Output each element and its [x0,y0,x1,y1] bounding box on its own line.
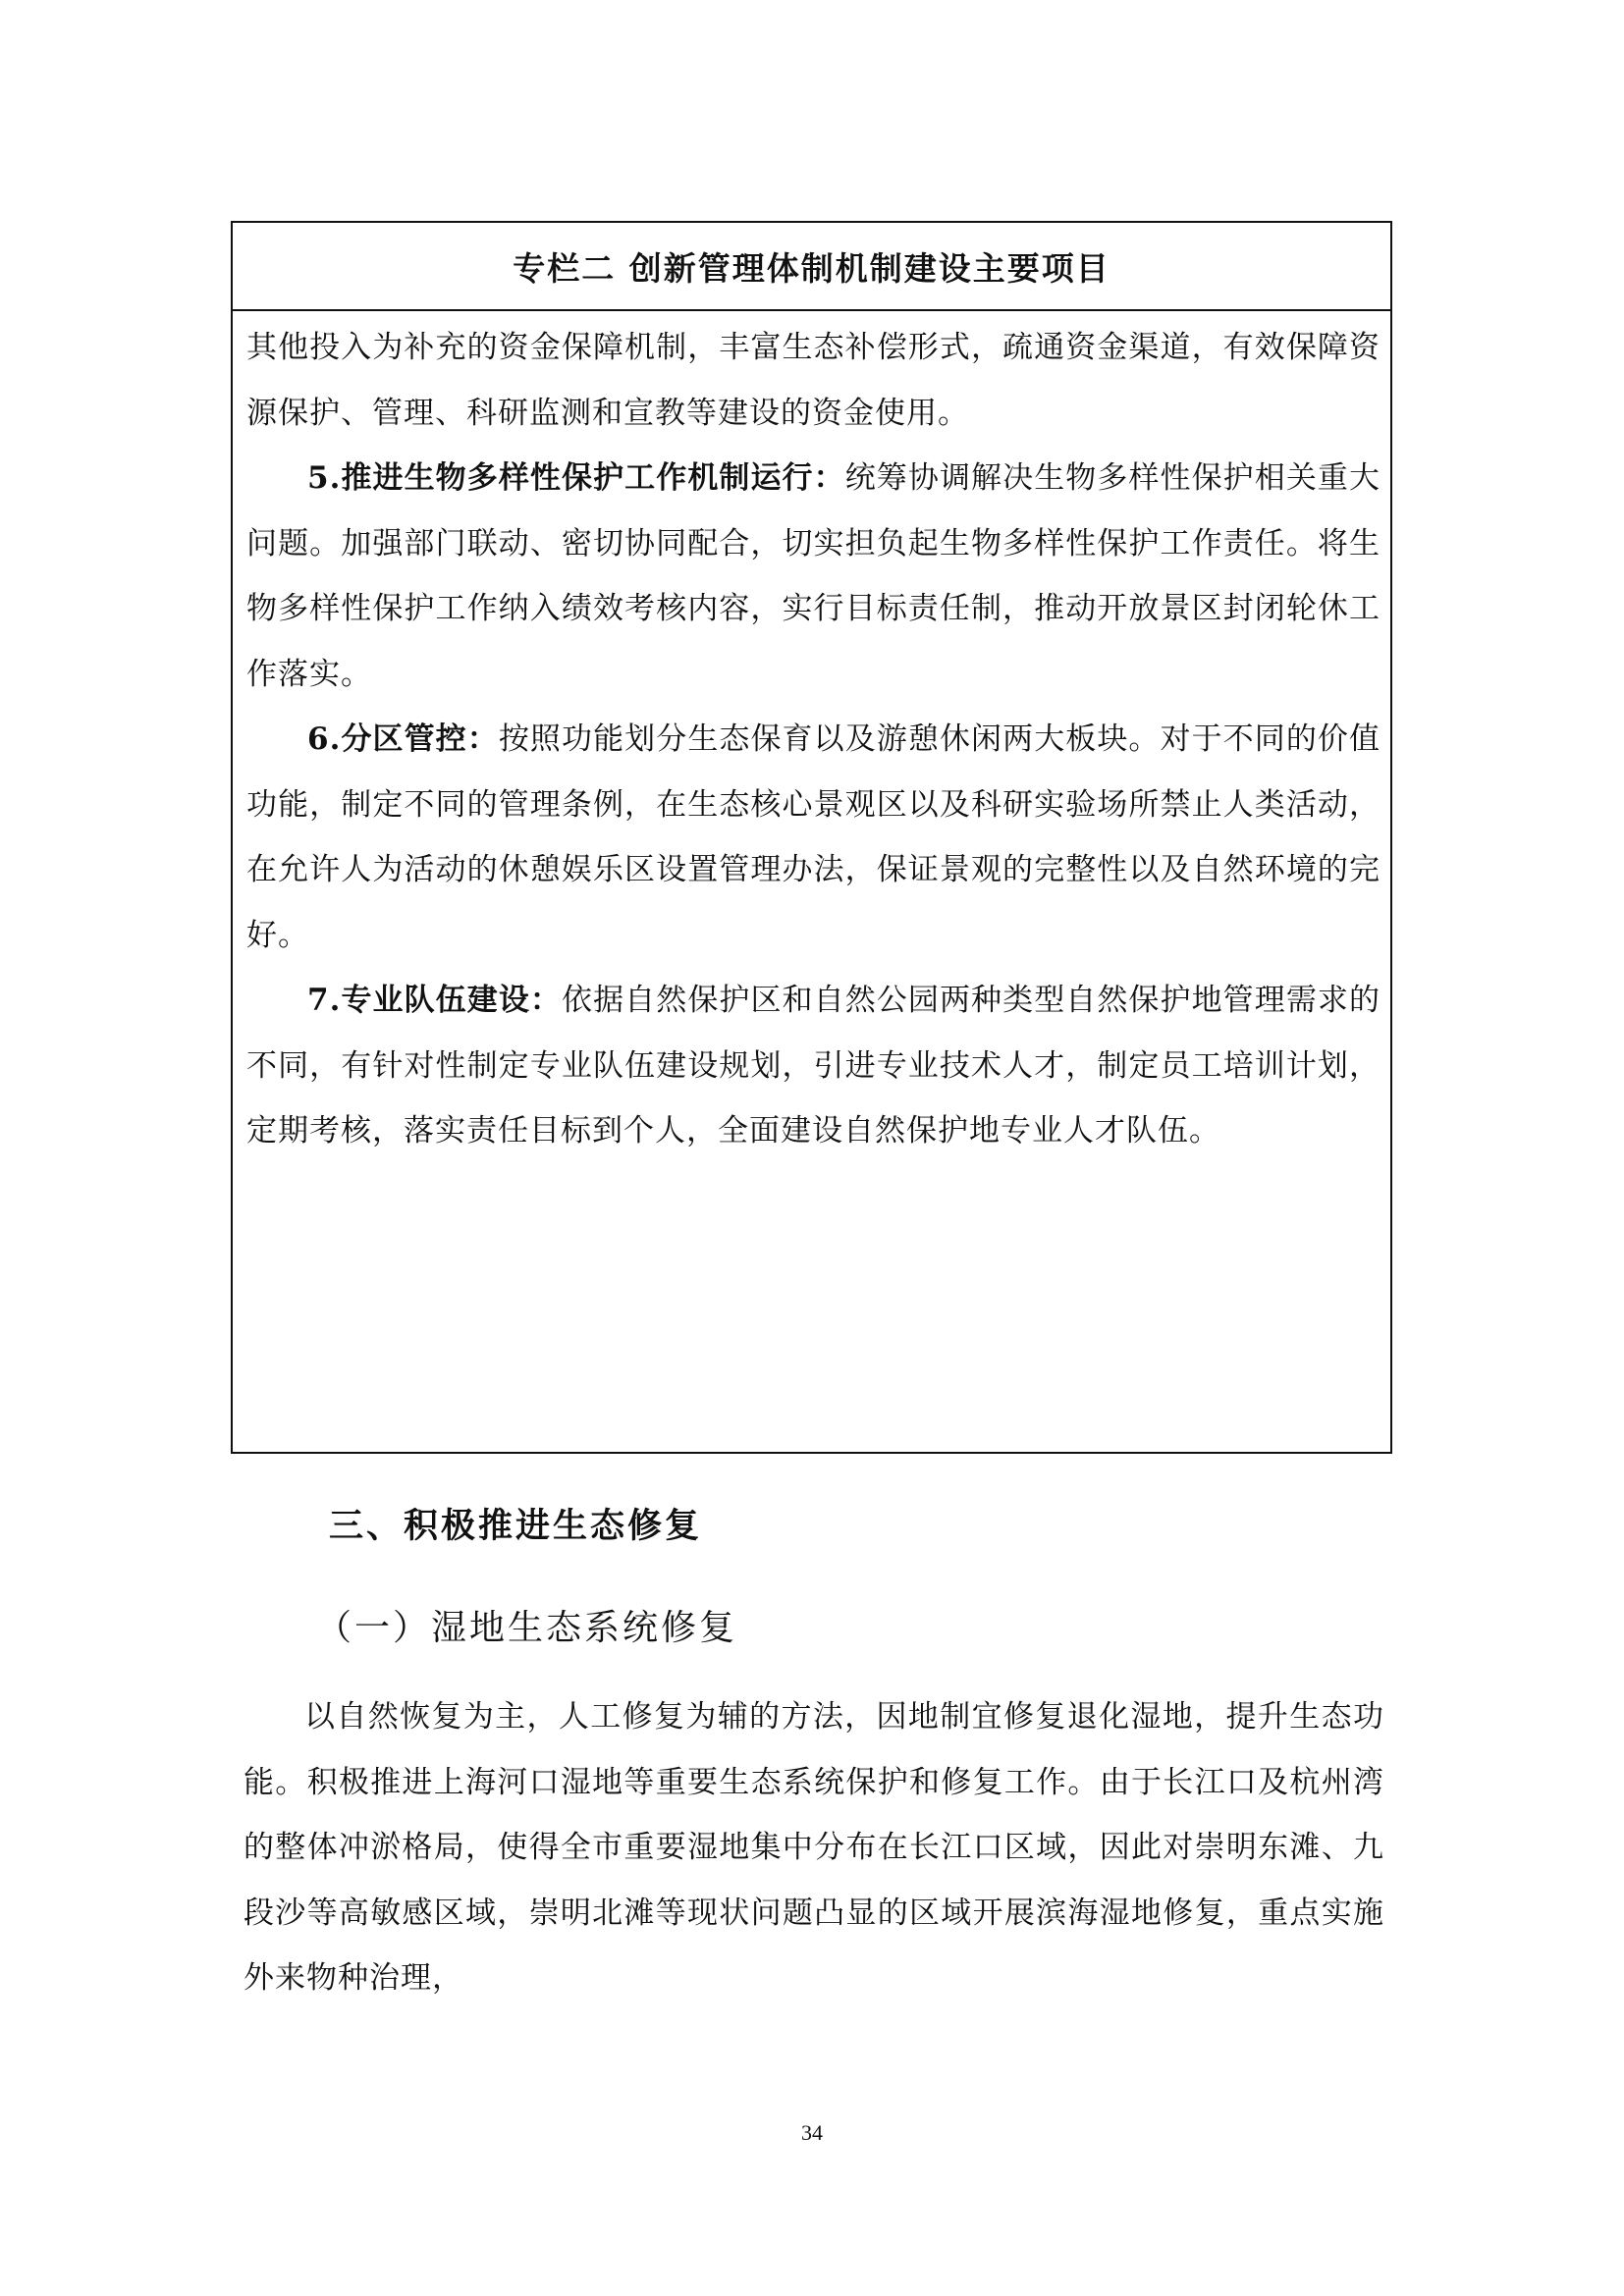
body-paragraph: 以自然恢复为主，人工修复为辅的方法，因地制宜修复退化湿地，提升生态功能。积极推进上海河口湿地等重要生态系统保护和修复工作。由于长江口及杭州湾的整体冲淤格局，使得全市重要湿地集中分布在长江口区域，因此对崇明东滩、九段沙等高敏感区域，崇明北滩等现状问题凸显的区域开展滨海湿地修复，重点实施外来物种治理， [244,1699,1384,1996]
column-box-title: 专栏二 创新管理体制机制建设主要项目 [513,248,1110,288]
item-paragraph-5 [246,446,1380,707]
section-heading: 三、积极推进生态修复 [329,1507,703,1546]
continued-paragraph: 其他投入为补充的资金保障机制，丰富生态补偿形式，疏通资金渠道，有效保障资源保护、管理、科研监测和宣教等建设的资金使用。 [246,330,1380,431]
item-text-7: 依据自然保护区和自然公园两种类型自然保护地管理需求的不同，有针对性制定专业队伍建设规划，引进专业技术人才，制定员工培训计划，定期考核，落实责任目标到个人，全面建设自然保护地专业人才队伍。 [246,983,1380,1148]
item-lead-7: 7.专业队伍建设： [307,983,562,1018]
column-box [231,221,1392,1454]
column-box-body [233,311,1390,1164]
subsection-heading: （一）湿地生态系统修复 [316,1608,738,1648]
column-box-header [233,223,1390,311]
item-text-5: 统筹协调解决生物多样性保护相关重大问题。加强部门联动、密切协同配合，切实担负起生物多样性保护工作责任。将生物多样性保护工作纳入绩效考核内容，实行目标责任制，推动开放景区封闭轮休工作落实。 [246,460,1380,692]
item-lead-6: 6.分区管控： [307,721,499,757]
page-number: 34 [801,2120,823,2145]
body-text [244,1684,1384,2011]
item-lead-5: 5.推进生物多样性保护工作机制运行： [307,460,845,496]
item-paragraph-6 [246,707,1380,968]
item-text-6: 按照功能划分生态保育以及游憩休闲两大板块。对于不同的价值功能，制定不同的管理条例，在生态核心景观区以及科研实验场所禁止人类活动，在允许人为活动的休憩娱乐区设置管理办法，保证景观的完整性以及自然环境的完好。 [246,721,1380,953]
item-paragraph-7 [246,968,1380,1164]
